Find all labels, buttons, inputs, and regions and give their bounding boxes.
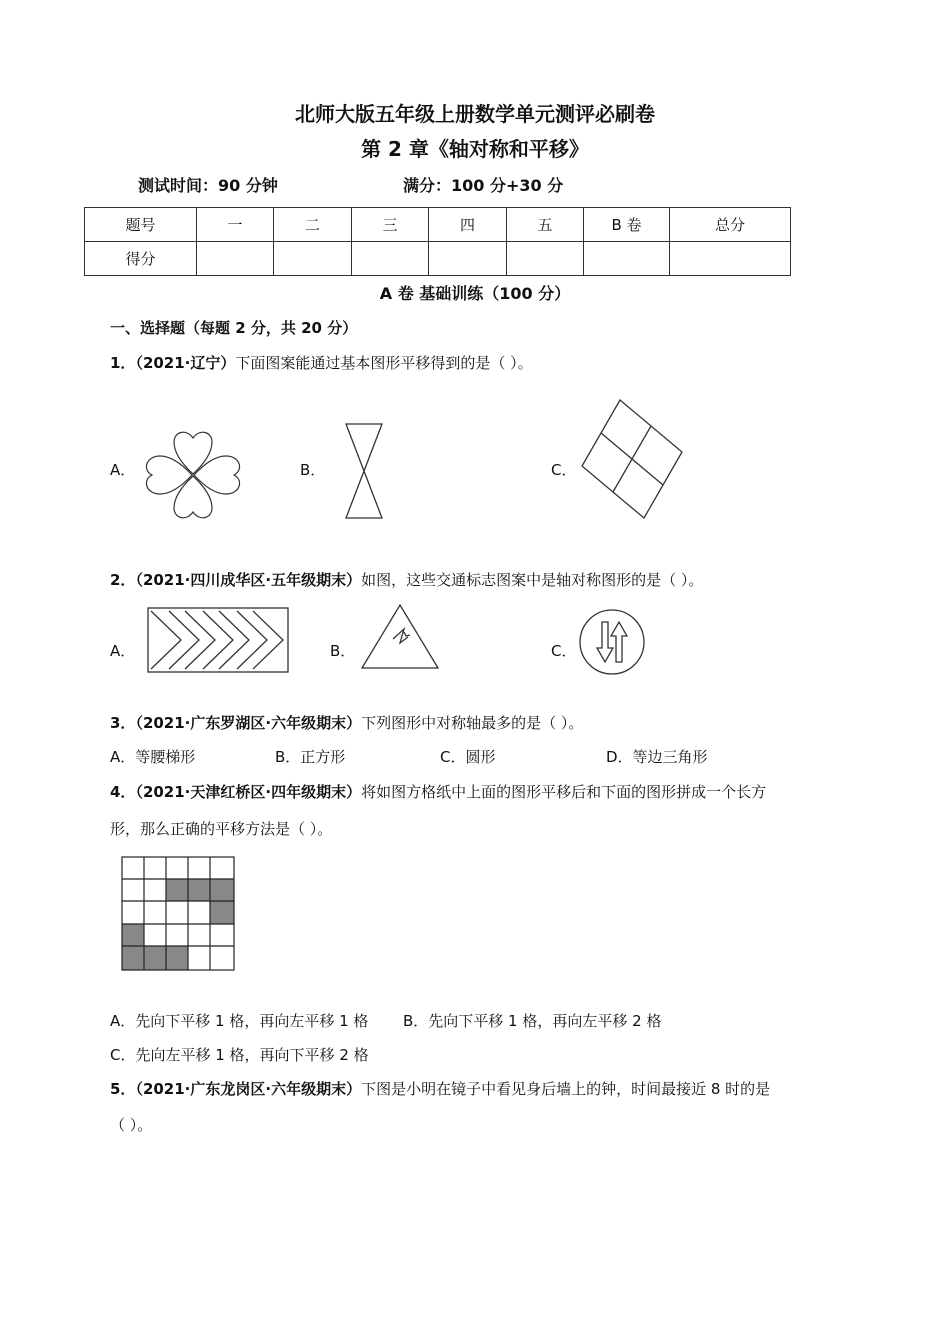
q3-source: （2021·广东罗湖区·六年级期末） [135, 714, 362, 732]
header-cell: 三 [352, 208, 429, 242]
parallelogram-grid-figure [582, 400, 684, 520]
question-4 [110, 781, 766, 802]
warning-triangle-figure [360, 603, 440, 670]
q5-number: 5． [110, 1080, 136, 1098]
q4-source: （2021·天津红桥区·四年级期末） [135, 783, 362, 801]
test-time: 测试时间：90 分钟 [138, 176, 278, 195]
chevron-sign-figure [147, 607, 289, 673]
header-cell: 四 [429, 208, 507, 242]
question-2 [110, 569, 703, 590]
q2-option-b-label: B． [330, 642, 356, 660]
full-score: 满分：100 分+30 分 [403, 176, 564, 195]
q4-text-continued: 形，那么正确的平移方法是（ ）。 [110, 820, 333, 838]
q3-number: 3． [110, 714, 136, 732]
q1-number: 1． [110, 354, 136, 372]
score-cell[interactable] [670, 242, 791, 276]
chapter-title: 第 2 章《轴对称和平移》 [361, 137, 589, 161]
q2-option-c-label: C． [551, 642, 577, 660]
score-cell[interactable] [352, 242, 429, 276]
part-one-title: 一、选择题（每题 2 分，共 20 分） [110, 319, 358, 337]
q3-option-a[interactable]: A．等腰梯形 [110, 748, 196, 766]
header-cell: 一 [197, 208, 274, 242]
q5-text-continued: （ ）。 [110, 1116, 153, 1134]
q4-number: 4． [110, 783, 136, 801]
q3-option-d[interactable]: D．等边三角形 [606, 748, 708, 766]
q1-option-c-label: C． [551, 461, 577, 479]
score-cell[interactable] [274, 242, 352, 276]
question-3 [110, 712, 583, 733]
q3-option-b[interactable]: B．正方形 [275, 748, 346, 766]
q2-source: （2021·四川成华区·五年级期末） [135, 571, 362, 589]
q1-text: 下面图案能通过基本图形平移得到的是（ ）。 [235, 354, 533, 372]
question-5 [110, 1078, 770, 1099]
score-cell[interactable] [197, 242, 274, 276]
q2-text: 如图，这些交通标志图案中是轴对称图形的是（ ）。 [361, 571, 704, 589]
q1-source: （2021·辽宁） [135, 354, 236, 372]
q2-option-a-label: A． [110, 642, 136, 660]
q1-option-b-label: B． [300, 461, 326, 479]
score-table-header-row [85, 208, 791, 242]
two-way-arrow-sign-figure [578, 608, 646, 676]
score-cell[interactable] [429, 242, 507, 276]
q3-text: 下列图形中对称轴最多的是（ ）。 [361, 714, 584, 732]
score-cell[interactable] [507, 242, 584, 276]
score-table-score-row [85, 242, 791, 276]
four-hearts-figure [140, 428, 246, 521]
page-title: 北师大版五年级上册数学单元测评必刷卷 [295, 102, 655, 126]
q4-option-b[interactable]: B．先向下平移 1 格，再向左平移 2 格 [403, 1012, 662, 1030]
header-cell: 总分 [670, 208, 791, 242]
header-cell: B 卷 [584, 208, 670, 242]
q5-text: 下图是小明在镜子中看见身后墙上的钟，时间最接近 8 时的是 [361, 1080, 771, 1098]
header-cell: 五 [507, 208, 584, 242]
q4-text: 将如图方格纸中上面的图形平移后和下面的图形拼成一个长方 [361, 783, 767, 801]
row-label: 得分 [85, 242, 197, 276]
header-cell: 二 [274, 208, 352, 242]
grid-paper-figure [121, 856, 237, 972]
q2-number: 2． [110, 571, 136, 589]
header-cell: 题号 [85, 208, 197, 242]
score-table [84, 207, 791, 276]
q4-option-a[interactable]: A．先向下平移 1 格，再向左平移 1 格 [110, 1012, 369, 1030]
q4-option-c[interactable]: C．先向左平移 1 格，再向下平移 2 格 [110, 1046, 369, 1064]
score-cell[interactable] [584, 242, 670, 276]
q1-option-a-label: A． [110, 461, 136, 479]
q3-option-c[interactable]: C．圆形 [440, 748, 496, 766]
section-a-title: A 卷 基础训练（100 分） [379, 284, 571, 303]
q5-source: （2021·广东龙岗区·六年级期末） [135, 1080, 362, 1098]
hourglass-figure [344, 422, 384, 520]
question-1 [110, 352, 533, 373]
